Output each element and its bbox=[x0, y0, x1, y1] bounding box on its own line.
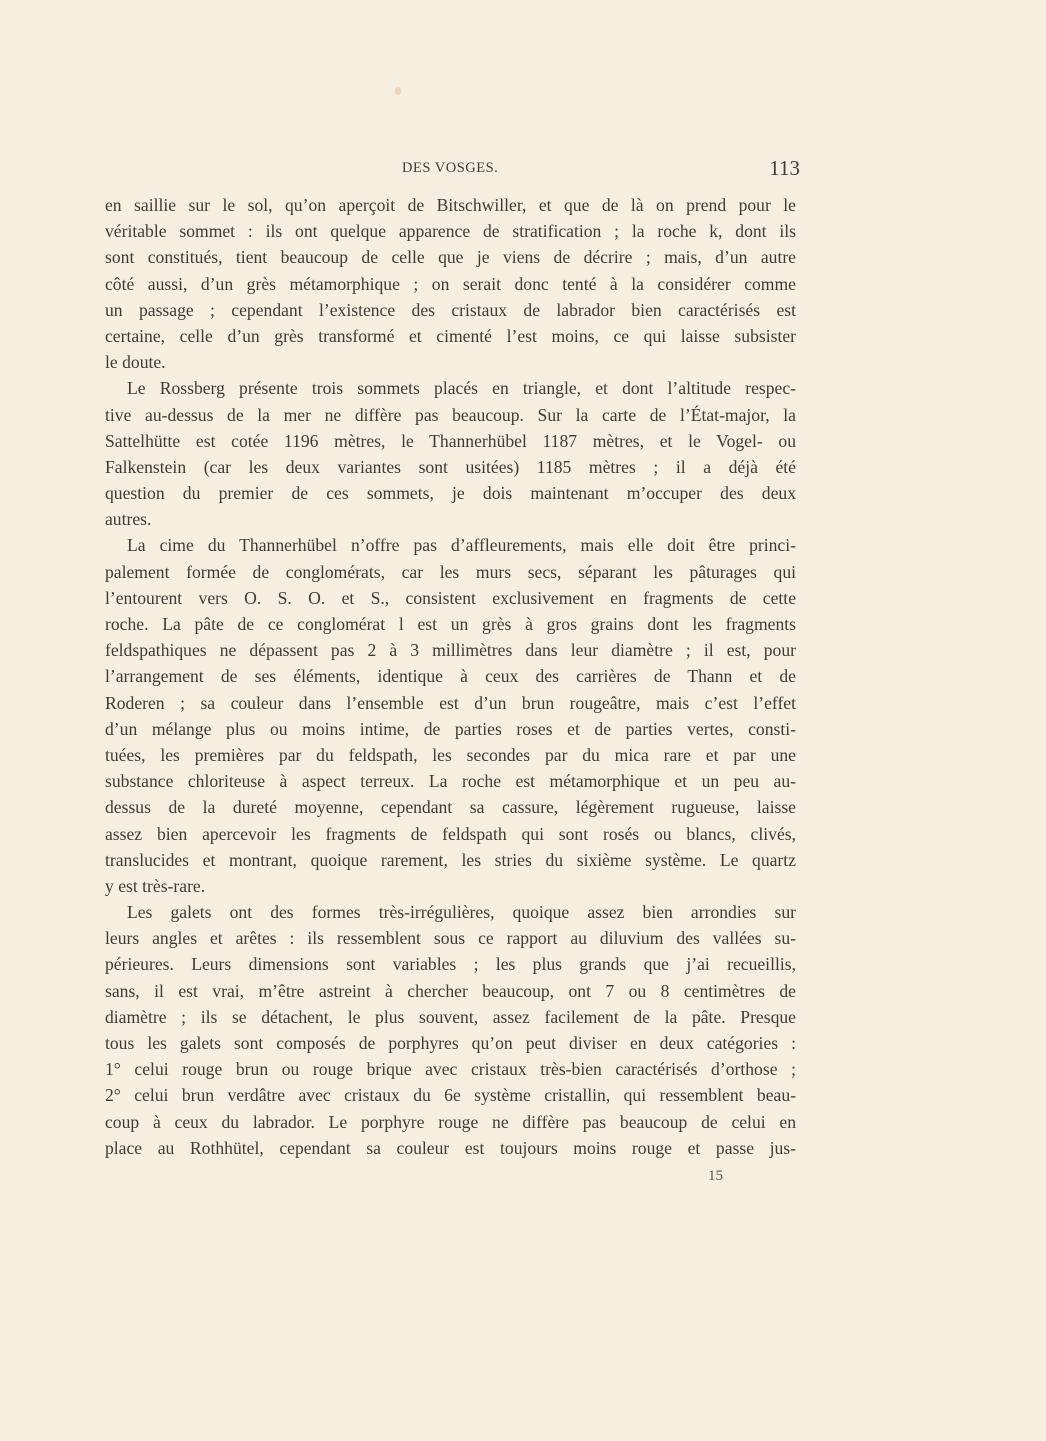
text-line: Roderen ; sa couleur dans l’ensemble est d’un brun rougeâtre, mais c’est l’effet bbox=[105, 692, 796, 713]
text-line: un passage ; cependant l’existence des cristaux de labrador bien caractérisés est bbox=[105, 299, 796, 320]
text-line: translucides et montrant, quoique rarement, les stries du sixième système. Le quartz bbox=[105, 849, 796, 870]
running-title: DES VOSGES. bbox=[402, 160, 499, 176]
text-line: sans, il est vrai, m’être astreint à chercher beaucoup, ont 7 ou 8 centimètres de bbox=[105, 980, 796, 1001]
text-line: La cime du Thannerhübel n’offre pas d’affleurements, mais elle doit être princi- bbox=[127, 535, 796, 556]
text-line: Sattelhütte est cotée 1196 mètres, le Thannerhübel 1187 mètres, et le Vogel- ou bbox=[105, 430, 796, 451]
text-line: place au Rothhütel, cependant sa couleur est toujours moins rouge et passe jus- bbox=[105, 1137, 796, 1158]
text-line: certaine, celle d’un grès transformé et cimenté l’est moins, ce qui laisse subsister bbox=[105, 325, 796, 346]
text-line: tive au-dessus de la mer ne diffère pas beaucoup. Sur la carte de l’État-major, la bbox=[105, 404, 796, 425]
text-line: d’un mélange plus ou moins intime, de parties roses et de parties vertes, consti- bbox=[105, 718, 796, 739]
text-line: véritable sommet : ils ont quelque apparence de stratification ; la roche k, dont ils bbox=[105, 221, 796, 242]
text-line: l’arrangement de ses éléments, identique à ceux des carrières de Thann et de bbox=[105, 666, 796, 687]
text-line: question du premier de ces sommets, je dois maintenant m’occuper des deux bbox=[105, 483, 796, 504]
text-line: tous les galets sont composés de porphyres qu’on peut diviser en deux catégories : bbox=[105, 1033, 796, 1053]
text-line: côté aussi, d’un grès métamorphique ; on serait donc tenté à la considérer comme bbox=[105, 273, 796, 294]
text-line: 2° celui brun verdâtre avec cristaux du 6e système cristallin, qui ressemblent beau- bbox=[105, 1085, 796, 1106]
text-line: autres. bbox=[105, 509, 152, 530]
paper-stain bbox=[395, 87, 401, 95]
text-line: sont constitués, tient beaucoup de celle que je viens de décrire ; mais, d’un autre bbox=[105, 247, 796, 268]
text-line: périeures. Leurs dimensions sont variables ; les plus grands que j’ai recueillis, bbox=[105, 954, 796, 975]
signature-mark: 15 bbox=[708, 1168, 723, 1184]
text-line: palement formée de conglomérats, car les murs secs, séparant les pâturages qui bbox=[105, 561, 796, 582]
text-line: 1° celui rouge brun ou rouge brique avec cristaux très-bien caractérisés d’orthose ; bbox=[105, 1059, 796, 1080]
text-line: en saillie sur le sol, qu’on aperçoit de Bitschwiller, et que de là on prend pour le bbox=[105, 195, 796, 215]
text-line: l’entourent vers O. S. O. et S., consistent exclusivement en fragments de cette bbox=[105, 587, 796, 608]
text-line: y est très-rare. bbox=[105, 875, 206, 896]
text-line: leurs angles et arêtes : ils ressemblent sous ce rapport au diluvium des vallées su- bbox=[105, 928, 796, 949]
text-line: Le Rossberg présente trois sommets placés en triangle, et dont l’altitude respec- bbox=[127, 378, 796, 399]
text-line: dessus de la dureté moyenne, cependant sa cassure, légèrement rugueuse, laisse bbox=[105, 797, 796, 818]
text-line: substance chloriteuse à aspect terreux. La roche est métamorphique et un peu au- bbox=[105, 771, 796, 792]
text-line: le doute. bbox=[105, 352, 166, 373]
text-line: feldspathiques ne dépassent pas 2 à 3 millimètres dans leur diamètre ; il est, pour bbox=[105, 640, 796, 661]
body-text bbox=[105, 192, 796, 1161]
text-line: coup à ceux du labrador. Le porphyre rouge ne diffère pas beaucoup de celui en bbox=[105, 1111, 796, 1132]
text-line: Falkenstein (car les deux variantes sont usitées) 1185 mètres ; il a déjà été bbox=[105, 456, 796, 477]
page-number: 113 bbox=[769, 156, 800, 180]
text-line: assez bien apercevoir les fragments de feldspath qui sont rosés ou blancs, clivés, bbox=[105, 823, 796, 844]
text-line: roche. La pâte de ce conglomérat l est un grès à gros grains dont les fragments bbox=[105, 614, 796, 634]
text-line: Les galets ont des formes très-irrégulières, quoique assez bien arrondies sur bbox=[127, 902, 796, 923]
text-line: diamètre ; ils se détachent, le plus souvent, assez facilement de la pâte. Presque bbox=[105, 1006, 796, 1027]
running-head bbox=[105, 156, 800, 182]
text-line: tuées, les premières par du feldspath, les secondes par du mica rare et par une bbox=[105, 744, 796, 765]
